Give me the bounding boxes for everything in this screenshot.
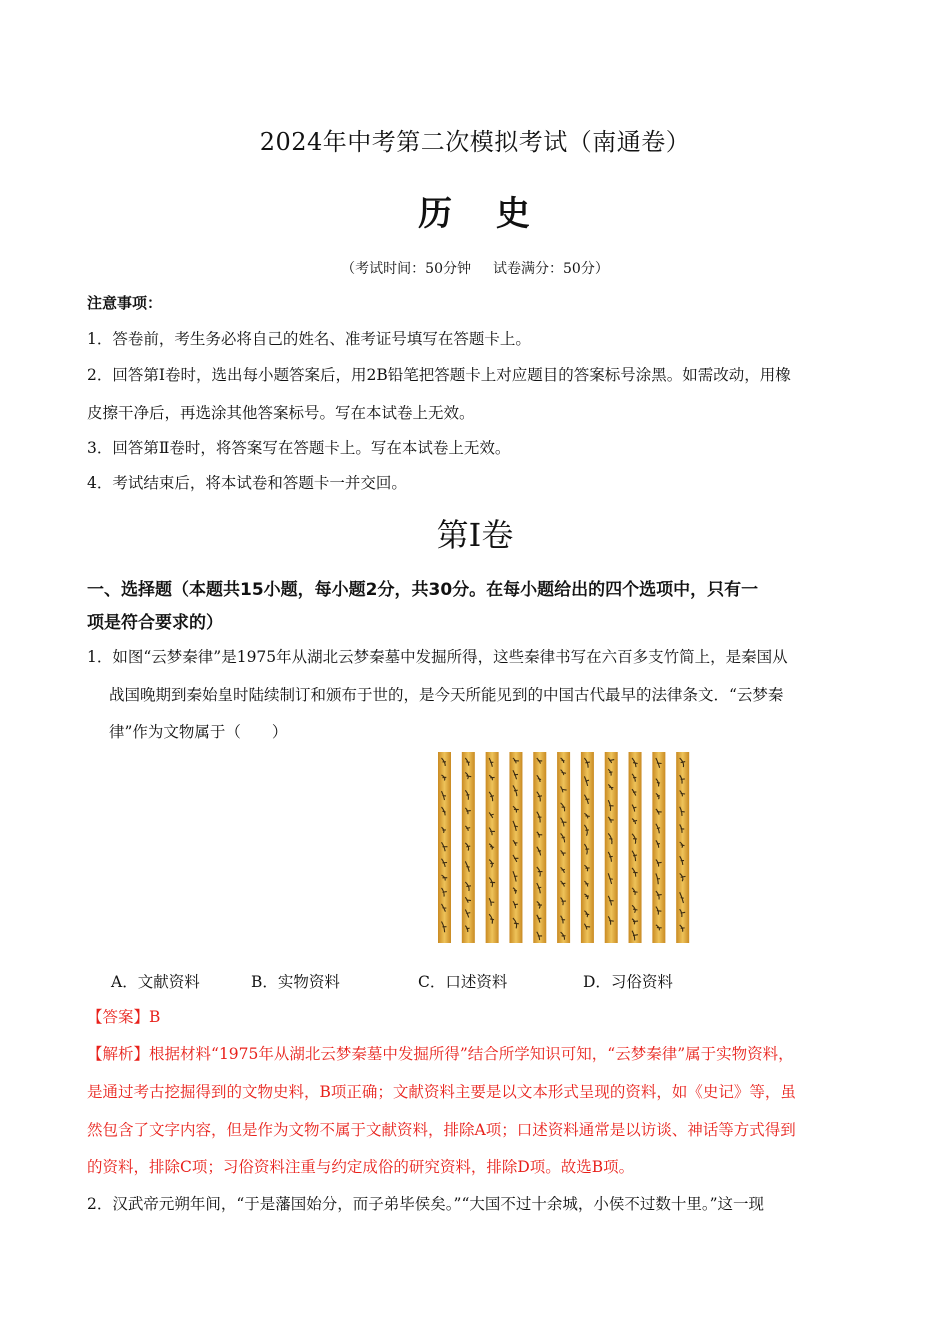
bamboo-slip (676, 752, 689, 943)
analysis-line-3: 然包含了文字内容，但是作为文物不属于文献资料，排除A项；口述资料通常是以访谈、神话等方式得到 (87, 1121, 796, 1139)
notice-item-2-line-2: 皮擦干净后，再选涂其他答案标号。写在本试卷上无效。 (87, 404, 475, 422)
question-1-line-3: 律”作为文物属于（ ） (109, 723, 288, 741)
notice-item-2-line-1: 2．回答第Ⅰ卷时，选出每小题答案后，用2B铅笔把答题卡上对应题目的答案标号涂黑。如需改动，用橡 (87, 366, 791, 384)
subject-char-right: 史 (495, 194, 532, 234)
option-d[interactable]: D．习俗资料 (583, 973, 673, 991)
option-b[interactable]: B．实物资料 (251, 973, 340, 991)
analysis-tag: 【解析】 (87, 1045, 150, 1063)
analysis-line-1 (87, 1042, 794, 1064)
bamboo-slip (605, 752, 618, 943)
analysis-line-4: 的资料，排除C项；习俗资料注重与约定成俗的研究资料，排除D项。故选B项。 (87, 1158, 635, 1176)
exam-time: （考试时间：50分钟 (341, 261, 471, 277)
subject-char-left: 历 (418, 194, 455, 234)
option-a[interactable]: A．文献资料 (111, 973, 200, 991)
answer-value: B (149, 1008, 161, 1026)
section-heading-line-2: 项是符合要求的） (87, 613, 223, 633)
question-1-line-2: 战国晚期到秦始皇时陆续制订和颁布于世的，是今天所能见到的中国古代最早的法律条文．“云梦秦 (109, 686, 784, 704)
bamboo-slip (509, 752, 522, 943)
bamboo-slip (557, 752, 570, 943)
bamboo-slips-group (438, 752, 689, 943)
section-heading-line-1: 一、选择题（本题共15小题，每小题2分，共30分。在每小题给出的四个选项中，只有一 (87, 580, 759, 600)
option-c[interactable]: C．口述资料 (418, 973, 508, 991)
exam-score: 试卷满分：50分） (493, 261, 609, 277)
answer-tag: 【答案】 (87, 1008, 150, 1026)
analysis-text-1: 根据材料“1975年从湖北云梦秦墓中发掘所得”结合所学知识可知，“云梦秦律”属于实物资料， (149, 1045, 794, 1063)
bamboo-slips-image (433, 752, 695, 943)
bamboo-slips-svg (433, 752, 695, 943)
exam-title: 2024年中考第二次模拟考试（南通卷） (259, 128, 691, 156)
answer-line (87, 1005, 160, 1027)
notice-item-3: 3．回答第Ⅱ卷时，将答案写在答题卡上。写在本试卷上无效。 (87, 439, 511, 457)
subject-title (0, 186, 950, 235)
analysis-line-2: 是通过考古挖掘得到的文物史料，B项正确；文献资料主要是以文本形式呈现的资料，如《史记》等，虽 (87, 1083, 796, 1101)
question-2-line-1: 2．汉武帝元朔年间，“于是藩国始分，而子弟毕侯矣。”“大国不过十余城，小侯不过数十里。”这一现 (87, 1195, 765, 1213)
notice-heading: 注意事项： (87, 294, 163, 312)
volume-title: 第Ⅰ卷 (436, 516, 514, 554)
question-1-line-1: 1．如图“云梦秦律”是1975年从湖北云梦秦墓中发掘所得，这些秦律书写在六百多支竹简上，是秦国从 (87, 648, 788, 666)
notice-item-4: 4．考试结束后，将本试卷和答题卡一并交回。 (87, 474, 407, 492)
exam-info (0, 258, 950, 278)
notice-item-1: 1．答卷前，考生务必将自己的姓名、准考证号填写在答题卡上。 (87, 330, 531, 348)
